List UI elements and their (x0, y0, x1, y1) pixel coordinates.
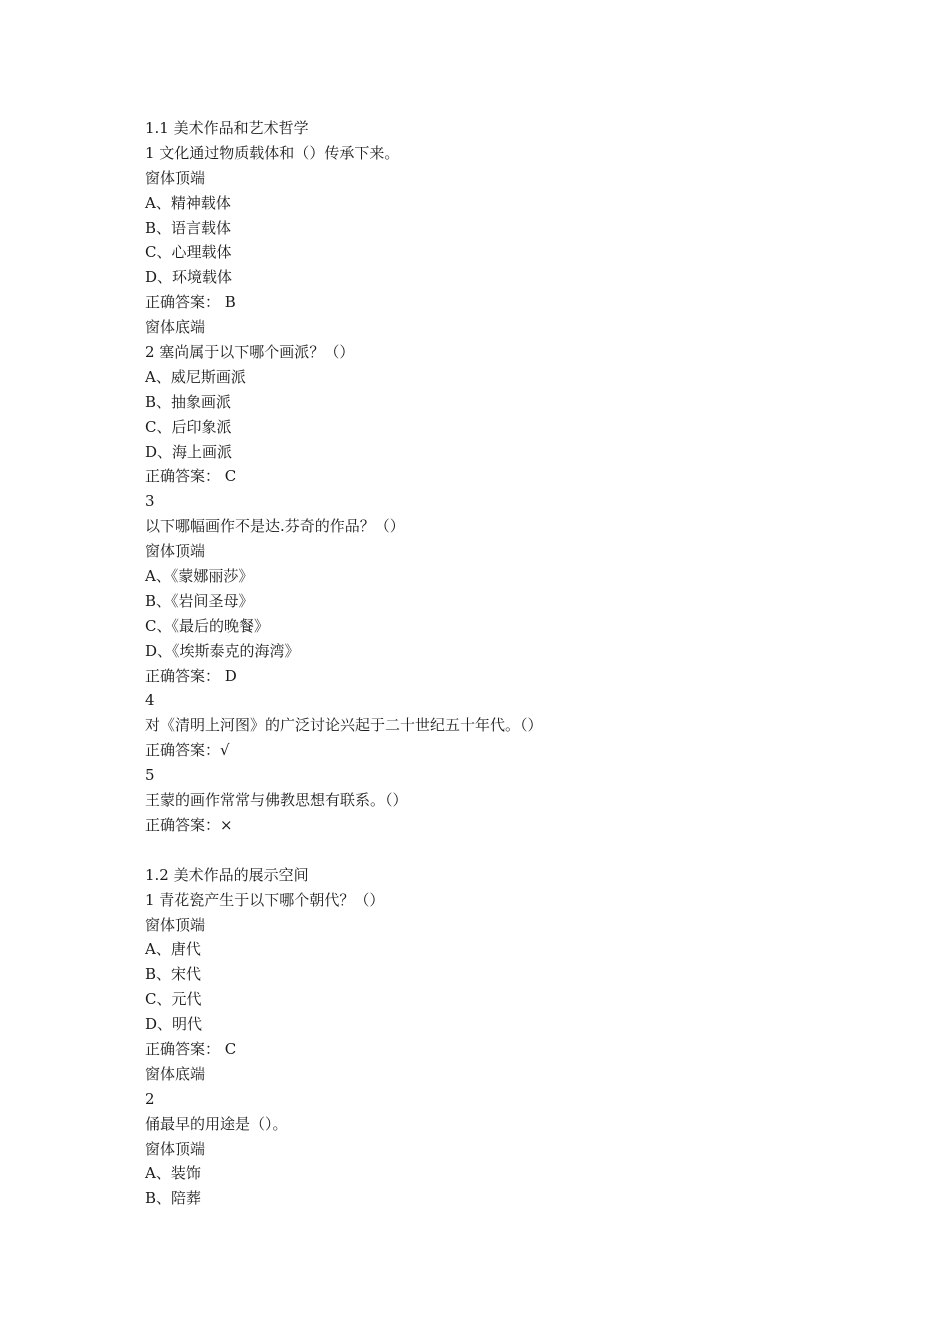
option-b: B、陪葬 (145, 1189, 202, 1208)
option-c: C、《最后的晚餐》 (145, 616, 269, 635)
option-d: D、环境载体 (145, 268, 233, 287)
section-heading: 1.1 美术作品和艺术哲学 (145, 119, 309, 137)
question-number: 3 (145, 492, 155, 511)
option-b: B、宋代 (145, 965, 202, 984)
question-text: 1 文化通过物质载体和（）传承下来。 (145, 143, 400, 162)
option-a: A、《蒙娜丽莎》 (145, 567, 254, 586)
option-d: D、《埃斯泰克的海湾》 (145, 641, 300, 660)
option-a: A、威尼斯画派 (145, 367, 246, 386)
form-top-marker: 窗体顶端 (145, 542, 206, 561)
option-c: C、心理载体 (145, 243, 232, 262)
form-top-marker: 窗体顶端 (145, 168, 206, 187)
option-b: B、《岩间圣母》 (145, 591, 254, 610)
document-content (145, 116, 845, 1211)
option-b: B、语言载体 (145, 218, 232, 237)
section-heading: 1.2 美术作品的展示空间 (145, 865, 309, 884)
correct-answer: 正确答案： D (145, 666, 237, 685)
option-b: B、抽象画派 (145, 392, 232, 411)
correct-answer: 正确答案： B (145, 293, 236, 312)
option-c: C、元代 (145, 990, 202, 1009)
form-top-marker: 窗体顶端 (145, 1139, 206, 1158)
question-number: 5 (145, 766, 155, 785)
question-number: 4 (145, 691, 155, 710)
form-top-marker: 窗体顶端 (145, 915, 206, 934)
form-bottom-marker: 窗体底端 (145, 318, 206, 337)
option-a: A、精神载体 (145, 193, 231, 212)
question-text: 对《清明上河图》的广泛讨论兴起于二十世纪五十年代。（） (145, 716, 543, 735)
question-text: 1 青花瓷产生于以下哪个朝代？（） (145, 890, 385, 909)
correct-answer: 正确答案：√ (145, 741, 230, 760)
question-text: 以下哪幅画作不是达.芬奇的作品？（） (145, 517, 405, 536)
form-bottom-marker: 窗体底端 (145, 1064, 206, 1083)
option-a: A、装饰 (145, 1164, 201, 1183)
correct-answer: 正确答案： C (145, 467, 237, 486)
question-text: 2 塞尚属于以下哪个画派？（） (145, 343, 355, 362)
option-c: C、后印象派 (145, 417, 232, 436)
blank-line (145, 838, 845, 863)
correct-answer: 正确答案： C (145, 1039, 237, 1058)
question-text: 俑最早的用途是（）。 (145, 1114, 288, 1133)
correct-answer: 正确答案：× (145, 815, 233, 834)
question-text: 王蒙的画作常常与佛教思想有联系。（） (145, 791, 408, 810)
option-d: D、海上画派 (145, 442, 233, 461)
option-a: A、唐代 (145, 940, 201, 959)
question-number: 2 (145, 1089, 155, 1108)
option-d: D、明代 (145, 1015, 203, 1034)
